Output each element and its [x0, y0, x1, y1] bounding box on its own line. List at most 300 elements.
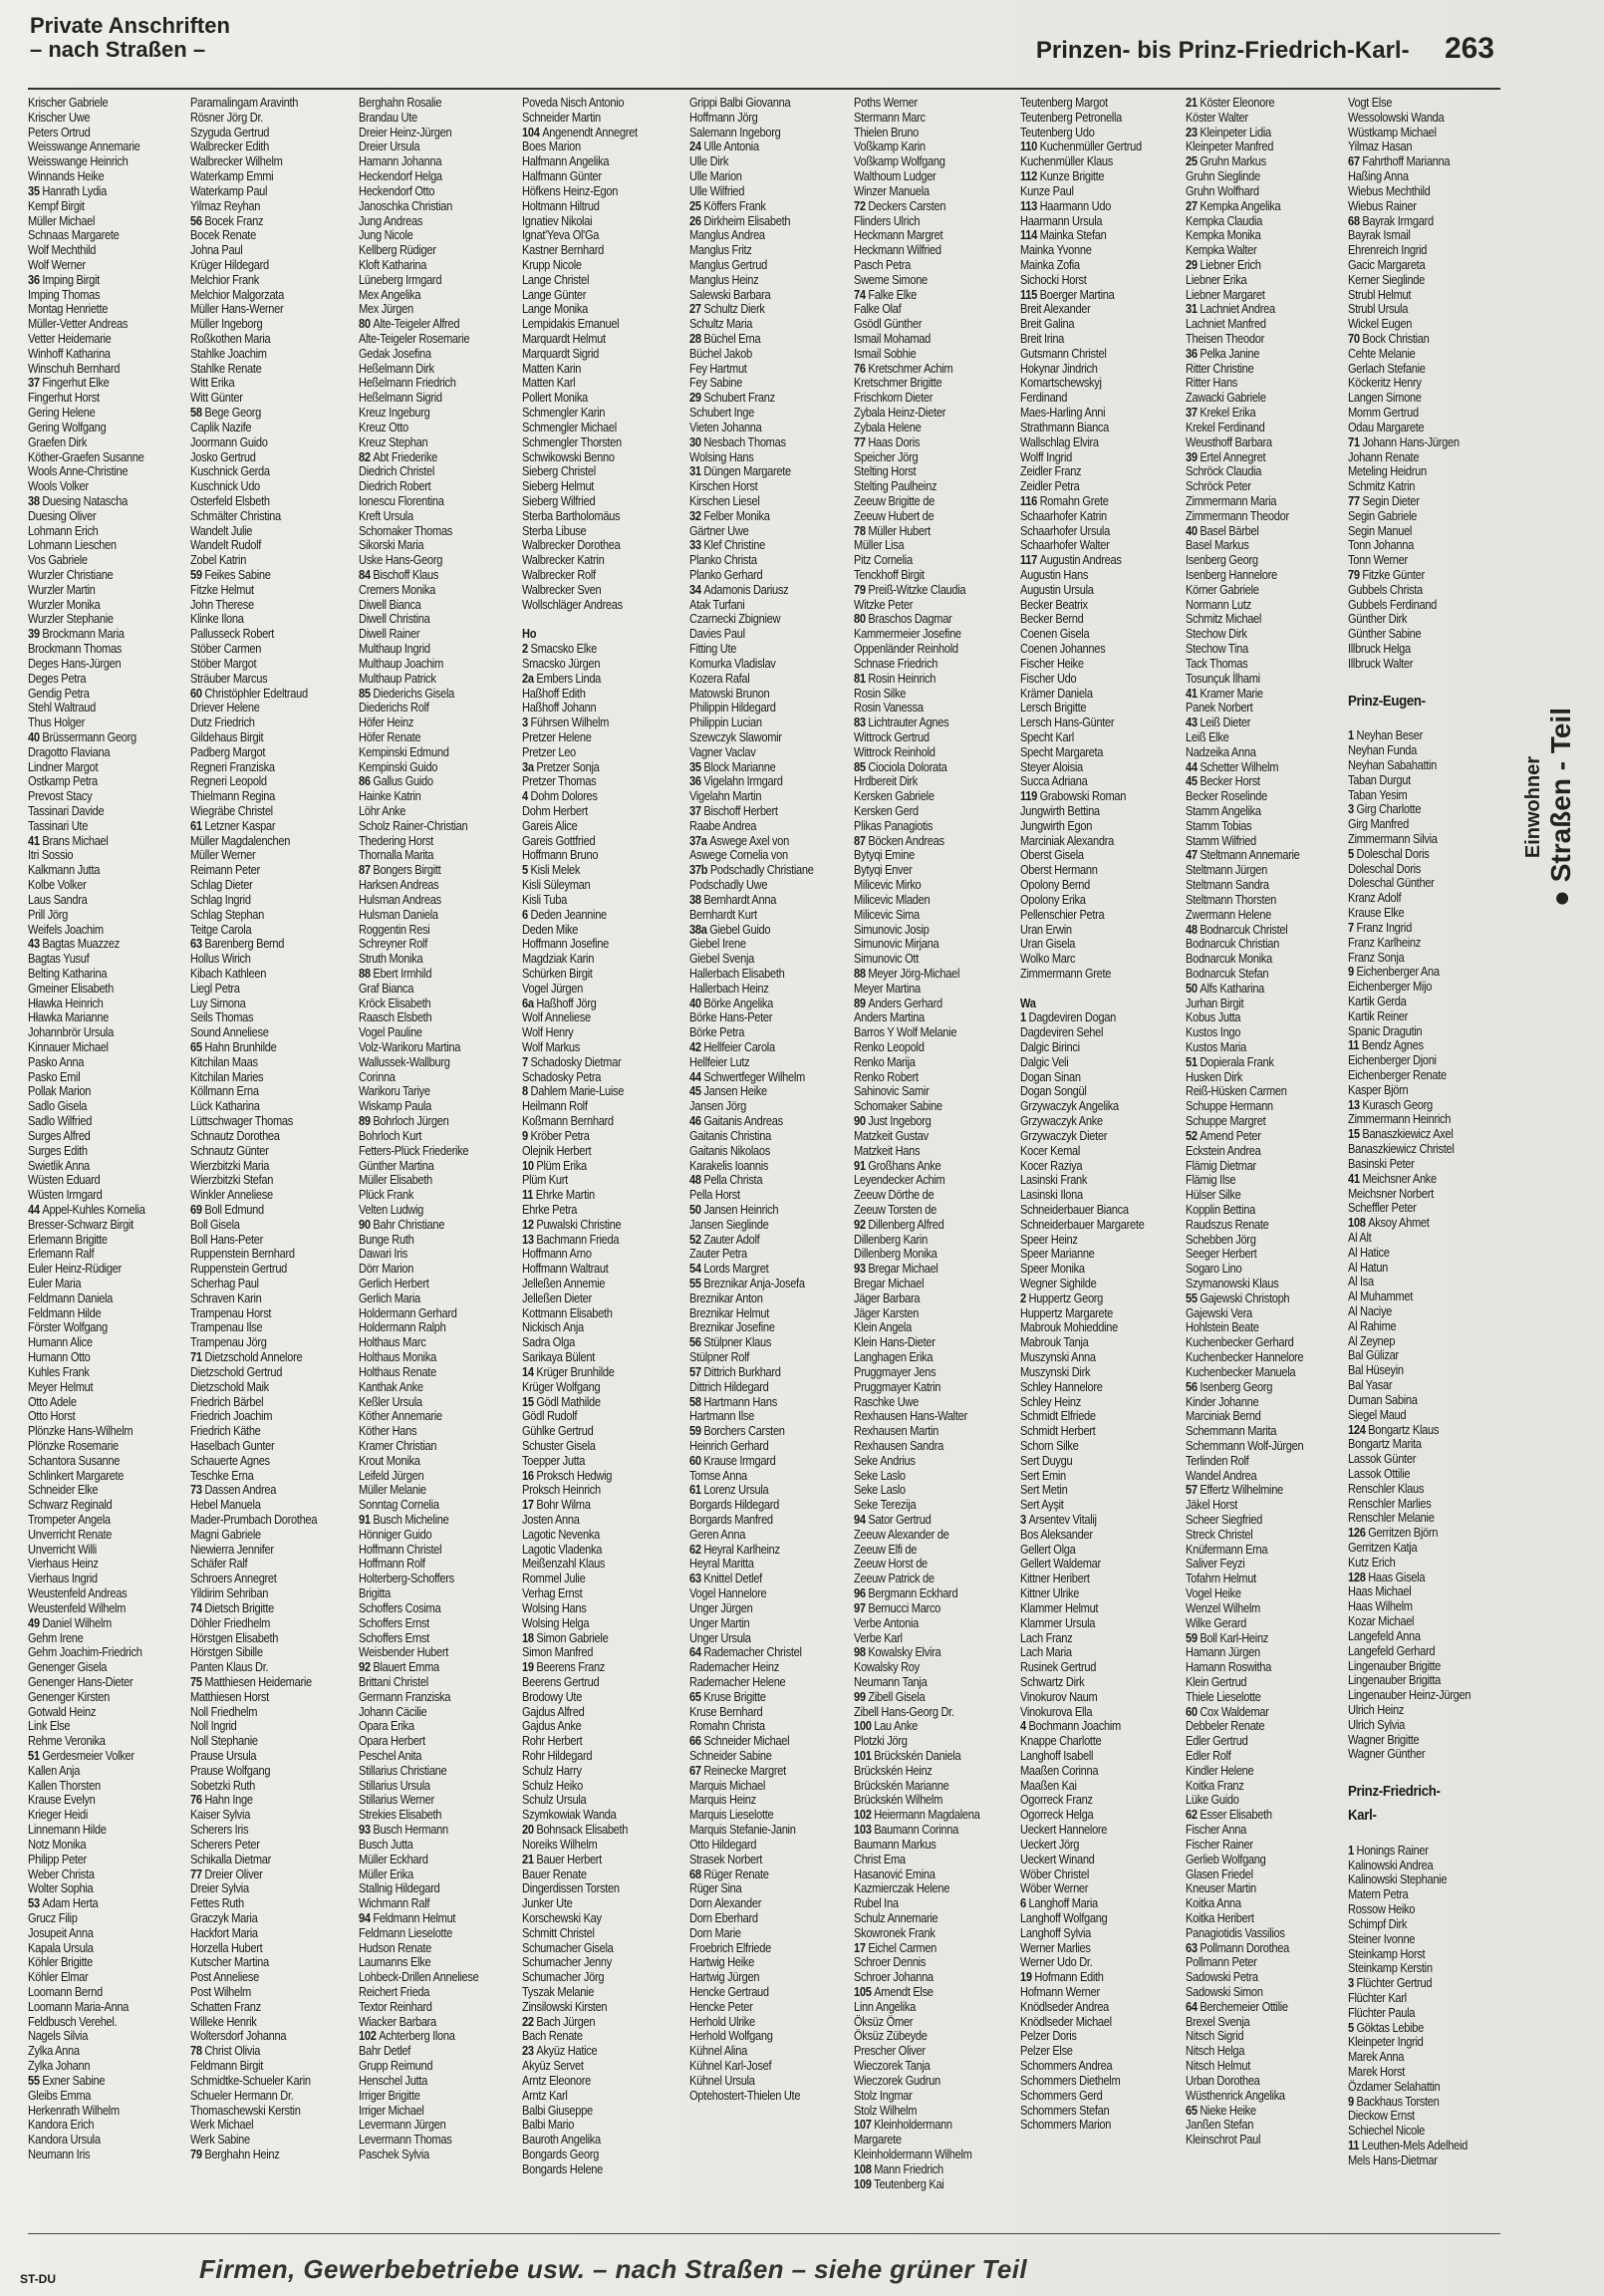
resident-entry: Ignat'Yeva Ol'Ga: [522, 228, 600, 243]
resident-entry: Breit Irina: [1020, 332, 1065, 346]
house-number: 99: [854, 1689, 866, 1704]
resident-entry: Ulrich Sylvia: [1348, 1717, 1405, 1732]
resident-entry: Keßler Ursula: [359, 1394, 422, 1409]
resident-entry: Schumacher Gisela: [522, 1940, 614, 1955]
resident-entry: 40 Börke Angelika: [689, 996, 773, 1010]
resident-entry: Heckmann Margret: [854, 228, 943, 243]
resident-entry: Kühnel Alina: [689, 2044, 747, 2059]
resident-entry: 51 Gerdesmeier Volker: [28, 1749, 134, 1763]
resident-entry: Speer Heinz: [1020, 1232, 1078, 1247]
resident-entry: Schnaas Margarete: [28, 228, 120, 243]
house-number: 3: [1020, 1513, 1026, 1527]
resident-entry: Klammer Helmut: [1020, 1600, 1099, 1615]
resident-entry: Stillarius Ursula: [359, 1778, 430, 1793]
resident-entry: Lingenauber Brigitta: [1348, 1673, 1442, 1688]
resident-entry: Franz Sonja: [1348, 950, 1405, 965]
resident-entry: Nitsch Sigrid: [1186, 2029, 1244, 2044]
house-number: 92: [854, 1217, 866, 1232]
resident-entry: Otto Adele: [28, 1394, 77, 1409]
resident-entry: Berghahn Rosalie: [359, 96, 442, 110]
resident-entry: Vagner Vaclav: [689, 744, 756, 759]
resident-entry: 90 Bahr Christiane: [359, 1217, 445, 1232]
resident-entry: Raabe Andrea: [689, 818, 757, 833]
resident-entry: 39 Brockmann Maria: [28, 627, 125, 642]
house-number: 65: [689, 1689, 701, 1704]
resident-entry: Grupp Reimund: [359, 2059, 433, 2074]
resident-entry: Coenen Johannes: [1020, 642, 1106, 657]
resident-entry: Kretschmer Brigitte: [854, 376, 942, 391]
resident-entry: Plikas Panagiotis: [854, 818, 934, 833]
resident-entry: Scherers Iris: [190, 1823, 249, 1838]
house-number: 54: [689, 1262, 701, 1277]
resident-entry: Halfmann Angelika: [522, 154, 610, 169]
resident-entry: Bongartz Marita: [1348, 1437, 1422, 1452]
resident-entry: Lohmann Erich: [28, 523, 99, 538]
resident-entry: Wenzel Wilhelm: [1186, 1600, 1260, 1615]
house-number: 30: [689, 434, 701, 449]
resident-entry: Schmitz Katrin: [1348, 479, 1416, 494]
house-number: 94: [359, 1910, 371, 1925]
resident-entry: Hoffmann Waltraut: [522, 1262, 609, 1277]
resident-entry: Höfer Heinz: [359, 716, 414, 730]
resident-entry: 54 Lords Margret: [689, 1262, 769, 1277]
resident-entry: Toepper Jutta: [522, 1453, 586, 1468]
resident-entry: Matzkeit Gustav: [854, 1128, 929, 1143]
resident-entry: Dreier Ursula: [359, 140, 420, 154]
house-number: 90: [359, 1217, 371, 1232]
resident-entry: Pollmann Peter: [1186, 1955, 1257, 1970]
resident-entry: Kittner Heribert: [1020, 1572, 1090, 1586]
resident-entry: Stamm Tobias: [1186, 818, 1252, 833]
resident-entry: Velten Ludwig: [359, 1202, 424, 1217]
resident-entry: 27 Kempka Angelika: [1186, 198, 1281, 213]
house-number: 102: [359, 2029, 377, 2044]
resident-entry: Stillarius Christiane: [359, 1763, 447, 1778]
resident-entry: Fischer Heike: [1020, 656, 1084, 671]
house-number: 79: [1348, 568, 1360, 582]
resident-entry: Stülpner Rolf: [689, 1350, 750, 1365]
resident-entry: Arntz Karl: [522, 2088, 568, 2103]
resident-entry: Hamann Johanna: [359, 154, 442, 169]
resident-entry: Augustin Hans: [1020, 568, 1089, 582]
resident-entry: 62 Esser Elisabeth: [1186, 1808, 1272, 1823]
resident-entry: Scherhag Paul: [190, 1277, 259, 1291]
resident-entry: Lachniet Manfred: [1186, 317, 1266, 332]
resident-entry: Pasko Emil: [28, 1069, 81, 1084]
resident-entry: 3a Pretzer Sonja: [522, 759, 600, 774]
resident-entry: Giebel Svenja: [689, 952, 755, 967]
house-number: 49: [28, 1615, 40, 1630]
page-number: 263: [1444, 32, 1494, 65]
resident-entry: Johna Paul: [190, 243, 243, 258]
resident-entry: Thornalla Marita: [359, 848, 434, 863]
resident-entry: Reiß-Hüsken Carmen: [1186, 1084, 1287, 1099]
resident-entry: Schley Heinz: [1020, 1394, 1081, 1409]
resident-entry: 37b Podschadly Christiane: [689, 863, 814, 878]
resident-entry: Wierzbitzki Stefan: [190, 1173, 274, 1188]
house-number: 58: [190, 406, 202, 421]
resident-entry: Ulrich Heinz: [1348, 1702, 1405, 1717]
resident-entry: Schmengler Michael: [522, 420, 617, 434]
resident-entry: Laumanns Elke: [359, 1955, 431, 1970]
resident-entry: 63 Barenberg Bernd: [190, 937, 285, 952]
house-number: 65: [1186, 2103, 1198, 2118]
resident-entry: Kartik Reiner: [1348, 1008, 1409, 1023]
house-number: 5: [1348, 846, 1354, 861]
resident-entry: Komurka Vladislav: [689, 656, 776, 671]
resident-entry: 94 Feldmann Helmut: [359, 1910, 456, 1925]
resident-entry: Sterba Bartholomäus: [522, 508, 621, 523]
resident-entry: Simon Manfred: [522, 1645, 594, 1660]
resident-entry: 10 Plüm Erika: [522, 1158, 587, 1173]
house-number: 2: [522, 642, 528, 657]
street-range-title: Prinzen- bis Prinz-Friedrich-Karl- 263: [1035, 32, 1494, 65]
resident-entry: Opara Herbert: [359, 1734, 425, 1749]
house-number: 3a: [522, 759, 534, 774]
resident-entry: Genenger Hans-Dieter: [28, 1674, 134, 1689]
resident-entry: Kellberg Rüdiger: [359, 243, 436, 258]
resident-entry: Link Else: [28, 1719, 71, 1734]
resident-entry: Johann Renate: [1348, 449, 1420, 464]
resident-entry: Schröck Peter: [1186, 479, 1251, 494]
resident-entry: Milicevic Mirko: [854, 878, 922, 893]
house-number: 3: [1348, 1976, 1354, 1991]
house-number: 46: [689, 1114, 701, 1129]
resident-entry: Pretzer Thomas: [522, 774, 597, 789]
house-number: 38: [28, 493, 40, 508]
resident-entry: Neyhan Funda: [1348, 743, 1418, 758]
resident-entry: Gehm Irene: [28, 1630, 84, 1645]
resident-entry: 34 Adamonis Dariusz: [689, 582, 789, 597]
resident-entry: Kopplin Bettina: [1186, 1202, 1255, 1217]
resident-entry: 3 Flüchter Gertrud: [1348, 1976, 1433, 1991]
resident-entry: 2a Embers Linda: [522, 671, 602, 686]
resident-entry: Wöber Werner: [1020, 1881, 1089, 1896]
resident-entry: Wickel Eugen: [1348, 317, 1413, 332]
resident-entry: Rossow Heiko: [1348, 1902, 1416, 1917]
resident-entry: Hulsman Daniela: [359, 907, 438, 922]
resident-entry: Ruppenstein Gertrud: [190, 1262, 288, 1277]
resident-entry: Becker Beatrix: [1020, 597, 1088, 612]
resident-entry: Itri Sossio: [28, 848, 74, 863]
house-number: 112: [1020, 169, 1037, 184]
house-number: 71: [190, 1350, 202, 1365]
resident-entry: Schmengler Karin: [522, 406, 606, 421]
resident-entry: Boes Marion: [522, 140, 581, 154]
resident-entry: Langhagen Erika: [854, 1350, 934, 1365]
resident-entry: Balbi Mario: [522, 2118, 575, 2133]
resident-entry: Speicher Jörg: [854, 449, 919, 464]
resident-entry: Planko Gerhard: [689, 568, 763, 582]
resident-entry: Schatten Franz: [190, 1999, 261, 2014]
house-number: 21: [522, 1852, 534, 1866]
resident-entry: 93 Bregar Michael: [854, 1262, 938, 1277]
resident-entry: Lingenauber Heinz-Jürgen: [1348, 1688, 1471, 1703]
house-number: 60: [689, 1453, 701, 1468]
house-number: 65: [190, 1040, 202, 1054]
resident-entry: Zimmermann Heinrich: [1348, 1112, 1452, 1127]
resident-entry: Kühnel Ursula: [689, 2073, 755, 2088]
resident-entry: 71 Johann Hans-Jürgen: [1348, 434, 1460, 449]
resident-entry: Gajdus Anke: [522, 1719, 582, 1734]
resident-entry: Köllmann Erna: [190, 1084, 259, 1099]
resident-entry: Liegl Petra: [190, 981, 240, 996]
resident-entry: Haselbach Gunter: [190, 1438, 275, 1453]
resident-entry: Humann Alice: [28, 1335, 93, 1350]
house-number: 63: [689, 1572, 701, 1586]
resident-entry: Sichocki Horst: [1020, 272, 1087, 287]
resident-entry: Renschler Melanie: [1348, 1511, 1435, 1526]
spacer: [1348, 715, 1488, 729]
resident-entry: 79 Preiß-Witzke Claudia: [854, 582, 966, 597]
resident-entry: Tenckhoff Birgit: [854, 568, 925, 582]
resident-entry: 80 Braschos Dagmar: [854, 612, 952, 627]
resident-entry: Scheer Siegfried: [1186, 1513, 1263, 1527]
resident-entry: Multhaup Patrick: [359, 671, 436, 686]
resident-entry: Jungwirth Egon: [1020, 818, 1093, 833]
resident-entry: Lohmann Lieschen: [28, 538, 117, 553]
resident-entry: Grucz Filip: [28, 1910, 78, 1925]
house-number: 58: [689, 1394, 701, 1409]
house-number: 104: [522, 125, 540, 140]
resident-entry: Ritter Christine: [1186, 361, 1254, 376]
resident-entry: Zybala Helene: [854, 420, 922, 434]
resident-entry: Schwartz Dirk: [1020, 1674, 1085, 1689]
resident-entry: Heßelmann Friedrich: [359, 376, 456, 391]
house-number: 1: [1348, 1843, 1354, 1858]
resident-entry: Bodnarcuk Monika: [1186, 952, 1272, 967]
resident-entry: Wieczorek Tanja: [854, 2059, 931, 2074]
house-number: 76: [190, 1793, 202, 1808]
resident-entry: Jelleßen Dieter: [522, 1291, 592, 1305]
house-number: 63: [190, 937, 202, 952]
resident-entry: 74 Falke Elke: [854, 287, 918, 302]
resident-entry: Weustenfeld Andreas: [28, 1586, 128, 1601]
resident-entry: Kutz Erich: [1348, 1555, 1396, 1570]
resident-entry: 73 Dassen Andrea: [190, 1483, 277, 1498]
resident-entry: Schmitt Christel: [522, 1925, 595, 1940]
resident-entry: Magni Gabriele: [190, 1527, 261, 1542]
resident-entry: Fettes Ruth: [190, 1896, 244, 1911]
resident-entry: Flämig Dietmar: [1186, 1158, 1256, 1173]
resident-entry: Doleschal Doris: [1348, 861, 1421, 876]
resident-entry: Neumann Iris: [28, 2147, 91, 2161]
resident-entry: Dörr Marion: [359, 1262, 414, 1277]
resident-entry: Kempf Birgit: [28, 198, 85, 213]
resident-entry: Gellert Waldemar: [1020, 1557, 1101, 1572]
resident-entry: Gubbels Ferdinand: [1348, 597, 1438, 612]
resident-entry: Zeeuw Hubert de: [854, 508, 935, 523]
resident-entry: Ulle Wilfried: [689, 183, 745, 198]
resident-entry: 7 Schadosky Dietmar: [522, 1054, 622, 1069]
resident-entry: Zwermann Helene: [1186, 907, 1271, 922]
resident-entry: 13 Bachmann Frieda: [522, 1232, 620, 1247]
resident-entry: Schadosky Petra: [522, 1069, 602, 1084]
resident-entry: 60 Krause Irmgard: [689, 1453, 776, 1468]
resident-entry: Ruppenstein Bernhard: [190, 1247, 295, 1262]
resident-entry: Wolf Anneliese: [522, 1010, 591, 1025]
resident-entry: Krischer Uwe: [28, 110, 91, 125]
house-number: 56: [689, 1335, 701, 1350]
resident-entry: 68 Rüger Renate: [689, 1866, 769, 1881]
resident-entry: 40 Brüssermann Georg: [28, 729, 136, 744]
resident-entry: Wolsing Hans: [689, 449, 754, 464]
resident-entry: Gerlach Stefanie: [1348, 361, 1426, 376]
listing-column: [1348, 96, 1488, 2168]
resident-entry: Karakelis Ioannis: [689, 1158, 769, 1173]
resident-entry: Panek Norbert: [1186, 701, 1253, 716]
resident-entry: Optehostert-Thielen Ute: [689, 2088, 801, 2103]
resident-entry: Kitchilan Maries: [190, 1069, 264, 1084]
resident-entry: Graf Bianca: [359, 981, 414, 996]
resident-entry: Prause Wolfgang: [190, 1763, 271, 1778]
resident-entry: Bauer Renate: [522, 1866, 587, 1881]
house-number: 43: [1186, 716, 1198, 730]
resident-entry: Zibell Hans-Georg Dr.: [854, 1704, 954, 1719]
resident-entry: Renko Marija: [854, 1054, 916, 1069]
listing-column: [522, 96, 663, 2177]
resident-entry: Struth Monika: [359, 952, 423, 967]
house-number: 92: [359, 1660, 371, 1675]
resident-entry: Proksch Heinrich: [522, 1483, 601, 1498]
resident-entry: Wurzler Martin: [28, 582, 96, 597]
resident-entry: 8 Dahlem Marie-Luise: [522, 1084, 625, 1099]
resident-entry: Kleinpeter Manfred: [1186, 140, 1274, 154]
resident-entry: 92 Dillenberg Alfred: [854, 1217, 944, 1232]
resident-entry: Hallerbach Heinz: [689, 981, 769, 996]
house-number: 36: [28, 272, 40, 287]
resident-entry: Sträuber Marcus: [190, 671, 268, 686]
resident-entry: Kühnel Karl-Josef: [689, 2059, 772, 2074]
spacer: [1348, 1762, 1488, 1777]
house-number: 27: [1186, 198, 1198, 213]
resident-entry: Genenger Gisela: [28, 1660, 108, 1675]
resident-entry: Winkler Anneliese: [190, 1188, 273, 1203]
resident-entry: Matowski Brunon: [689, 686, 770, 701]
resident-entry: Lasinski Ilona: [1020, 1188, 1083, 1203]
house-number: 80: [359, 317, 371, 332]
resident-entry: 37 Fingerhut Elke: [28, 376, 110, 391]
house-number: 55: [689, 1277, 701, 1291]
house-number: 4: [1020, 1719, 1026, 1734]
resident-entry: Wessolowski Wanda: [1348, 110, 1445, 125]
resident-entry: Szymanowski Klaus: [1186, 1277, 1279, 1291]
resident-entry: 96 Bergmann Eckhard: [854, 1586, 958, 1601]
resident-entry: Kuchenbecker Manuela: [1186, 1364, 1296, 1379]
resident-entry: Kirschen Liesel: [689, 493, 760, 508]
house-number: 33: [689, 538, 701, 553]
resident-entry: Langhoff Sylvia: [1020, 1925, 1091, 1940]
resident-entry: Sert Ayşit: [1020, 1498, 1064, 1513]
resident-entry: Stehl Waltraud: [28, 701, 96, 716]
resident-entry: 11 Ehrke Martin: [522, 1188, 595, 1203]
resident-entry: Holdermann Ralph: [359, 1320, 446, 1335]
resident-entry: Smacsko Jürgen: [522, 656, 601, 671]
resident-entry: Jung Nicole: [359, 228, 413, 243]
resident-entry: Korschewski Kay: [522, 1910, 602, 1925]
house-number: 51: [28, 1749, 40, 1763]
resident-entry: Gerritzen Katja: [1348, 1541, 1418, 1555]
resident-entry: Krischer Gabriele: [28, 96, 109, 110]
resident-entry: Hoffmann Arno: [522, 1247, 592, 1262]
resident-entry: Wolter Sophia: [28, 1881, 94, 1896]
resident-entry: Seke Terezija: [854, 1498, 917, 1513]
resident-entry: Schröck Claudia: [1186, 464, 1262, 479]
resident-entry: Kobus Jutta: [1186, 1010, 1241, 1025]
resident-entry: Kleinholdermann Wilhelm: [854, 2147, 972, 2161]
resident-entry: 50 Alfs Katharina: [1186, 981, 1265, 996]
resident-entry: 31 Düngen Margarete: [689, 464, 791, 479]
resident-entry: Succa Adriana: [1020, 774, 1088, 789]
resident-entry: 74 Dietsch Brigitte: [190, 1600, 274, 1615]
resident-entry: Lasinski Frank: [1020, 1173, 1088, 1188]
resident-entry: 44 Appel-Kuhles Kornelia: [28, 1202, 145, 1217]
resident-entry: Schroer Johanna: [854, 1970, 934, 1985]
house-number: 97: [854, 1600, 866, 1615]
resident-entry: Hofmann Werner: [1020, 1985, 1100, 1999]
resident-entry: Meißenzahl Klaus: [522, 1557, 606, 1572]
resident-entry: 99 Zibell Gisela: [854, 1689, 926, 1704]
resident-entry: Dittrich Hildegard: [689, 1379, 769, 1394]
resident-entry: Holthaus Renate: [359, 1364, 436, 1379]
resident-entry: Dalgic Birinci: [1020, 1040, 1080, 1054]
resident-entry: Tonn Werner: [1348, 553, 1408, 568]
resident-entry: Wolf Henry: [522, 1025, 574, 1040]
resident-entry: Bal Yasar: [1348, 1378, 1393, 1393]
resident-entry: 36 Pelka Janine: [1186, 346, 1260, 361]
resident-entry: Boll Hans-Peter: [190, 1232, 263, 1247]
resident-entry: Peters Ortrud: [28, 125, 91, 140]
resident-entry: Kisli Süleyman: [522, 878, 591, 893]
resident-entry: Zeeuw Alexander de: [854, 1527, 949, 1542]
resident-entry: 38a Giebel Guido: [689, 922, 771, 937]
resident-entry: Hönniger Guido: [359, 1527, 432, 1542]
resident-entry: Zeeuw Torsten de: [854, 1202, 936, 1217]
resident-entry: Schantora Susanne: [28, 1453, 121, 1468]
resident-entry: 43 Bagtas Muazzez: [28, 937, 120, 952]
resident-entry: Rexhausen Martin: [854, 1424, 939, 1439]
resident-entry: Anders Martina: [854, 1010, 925, 1025]
resident-entry: Marquis Stefanie-Janin: [689, 1823, 796, 1838]
resident-entry: Gmeiner Elisabeth: [28, 981, 114, 996]
resident-entry: Josupeit Anna: [28, 1925, 94, 1940]
resident-entry: Feldmann Birgit: [190, 2059, 263, 2074]
resident-entry: 3 Arsentev Vitalij: [1020, 1513, 1097, 1527]
resident-entry: Wollschläger Andreas: [522, 597, 623, 612]
house-number: 9: [1348, 2094, 1354, 2109]
resident-entry: Dreier Heinz-Jürgen: [359, 125, 452, 140]
resident-entry: Schwikowski Benno: [522, 449, 615, 464]
resident-entry: Unger Martin: [689, 1615, 750, 1630]
resident-entry: Knödlseder Andrea: [1020, 1999, 1110, 2014]
header-rule: [28, 88, 1500, 90]
resident-entry: Maaßen Corinna: [1020, 1763, 1099, 1778]
resident-entry: Lohbeck-Drillen Anneliese: [359, 1970, 479, 1985]
resident-entry: Sadowski Petra: [1186, 1970, 1258, 1985]
resident-entry: Bauroth Angelika: [522, 2133, 601, 2148]
house-number: 55: [1186, 1291, 1198, 1305]
resident-entry: Schikalla Dietmar: [190, 1852, 272, 1866]
resident-entry: Zybala Heinz-Dieter: [854, 406, 946, 421]
resident-entry: Mainka Zofia: [1020, 257, 1080, 272]
resident-entry: Bayrak Ismail: [1348, 228, 1411, 243]
house-number: 39: [1186, 449, 1198, 464]
resident-entry: Oberst Hermann: [1020, 863, 1098, 878]
resident-entry: Köther Hans: [359, 1424, 417, 1439]
resident-entry: Schemmann Marita: [1186, 1424, 1277, 1439]
resident-entry: 22 Bach Jürgen: [522, 2014, 596, 2029]
resident-entry: Mex Angelika: [359, 287, 421, 302]
